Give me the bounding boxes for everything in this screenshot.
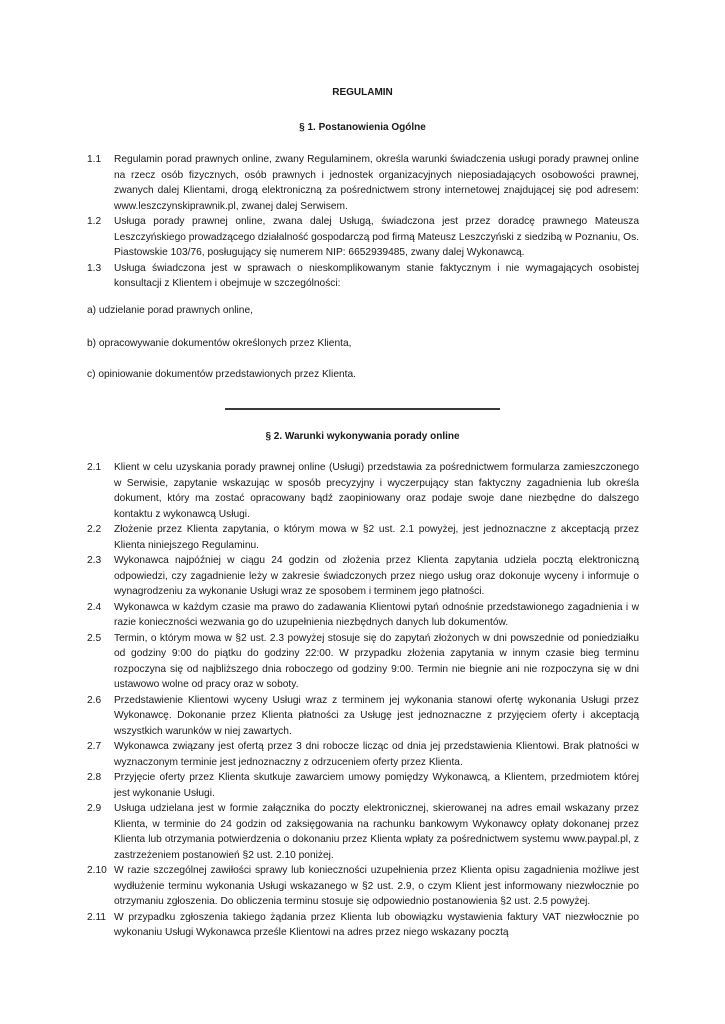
item-text: Przedstawienie Klientowi wyceny Usługi wraz z terminem jej wykonania stanowi ofertę wykonania Usługi przez Wykonawcę. Dokonanie przez Klienta płatności za Usługę jest jednoznaczne z przyjęciem oferty i akceptacją wszystkich warunków w niej zawartych.: [114, 694, 639, 737]
item-number: 2.11: [87, 911, 107, 923]
section-1-heading: § 1. Postanowienia Ogólne: [299, 122, 426, 133]
item-text: Złożenie przez Klienta zapytania, o którym mowa w §2 ust. 2.1 powyżej, jest jednoznaczne z akceptacją przez Klienta niniejszego Regulaminu.: [114, 524, 639, 551]
item-text: Usługa świadczona jest w sprawach o nieskomplikowanym stanie faktycznym i nie wymagających osobistej konsultacji z Klientem i obejmuje w szczególności:: [114, 262, 639, 289]
list-item: [87, 522, 639, 553]
list-item: [87, 910, 639, 941]
item-text: Klient w celu uzyskania porady prawnej online (Usługi) przedstawia za pośrednictwem formularza zamieszczonego w Serwisie, zapytanie wskazując w sposób precyzyjny i wyczerpujący stan faktyczny zagadnienia lub określa dokument, który ma zostać opracowany bądź zaopiniowany oraz podaje swoje dane niezbędne do dalszego kontaktu z wykonawcą Usługi.: [114, 462, 639, 520]
point-a: a) udzielanie porad prawnych online,: [87, 305, 253, 316]
list-item: [87, 770, 639, 801]
section-2-heading: § 2. Warunki wykonywania porady online: [265, 431, 460, 442]
item-number: 2.6: [87, 694, 102, 706]
item-text: W przypadku zgłoszenia takiego żądania przez Klienta lub obowiązku wystawienia faktury VAT niezwłocznie po wykonaniu Usługi Wykonawca prześle Klientowi na adres przez niego wskazany pocztą: [114, 911, 639, 938]
item-number: 2.2: [87, 524, 102, 535]
list-item: [87, 739, 639, 770]
item-text: Wykonawca w każdym czasie ma prawo do zadawania Klientowi pytań odnośnie przedstawionego zagadnienia i w razie konieczności wezwania go do uzupełnienia niezbędnych danych lub dokumentów.: [114, 601, 639, 628]
item-text: Przyjęcie oferty przez Klienta skutkuje zawarciem umowy pomiędzy Wykonawcą, a Klientem, przedmiotem której jest wykonanie Usługi.: [114, 772, 639, 799]
item-number: 2.1: [87, 462, 102, 473]
list-item: [87, 553, 639, 600]
item-text: Regulamin porad prawnych online, zwany Regulaminem, określa warunki świadczenia usługi porady prawnej online na rzecz osób fizycznych, osób prawnych i jednostek organizacyjnych nieposiadających osobowości prawnej, zwanych dalej Klientami, drogą elektroniczną za pośrednictwem strony internetowej znajdującej się pod adresem: www.leszczynskiprawnik.pl, zwanej dalej Serwisem.: [114, 154, 639, 212]
item-number: 2.4: [87, 601, 102, 613]
document-title: REGULAMIN: [332, 87, 393, 98]
list-item: [87, 801, 639, 863]
list-item: [87, 214, 639, 261]
item-text: W razie szczególnej zawiłości sprawy lub konieczności uzupełnienia przez Klienta opisu zagadnienia możliwe jest wydłużenie terminu wykonania Usługi wskazanego w §2 ust. 2.9, o czym Klient jest informowany niezwłocznie po otrzymaniu zgłoszenia. Do obliczenia terminu stosuje się odpowiednio postanowienia §2 ust. 2.5 powyżej.: [114, 865, 639, 907]
item-number: 2.3: [87, 555, 102, 566]
item-text: Usługa porady prawnej online, zwana dalej Usługą, świadczona jest przez doradcę prawnego Mateusza Leszczyńskiego prowadzącego działalność gospodarczą pod firmą Mateusz Leszczyński z siedzibą w Poznaniu, Os. Piastowskie 103/76, posługujący się numerem NIP: 6652939485, zwany dalej Wykonawcą.: [114, 216, 639, 258]
list-item: [87, 863, 639, 910]
list-item: [87, 152, 639, 214]
item-text: Wykonawca najpóźniej w ciągu 24 godzin od złożenia przez Klienta zapytania udziela pocztą elektroniczną odpowiedzi, czy zagadnienie leży w zakresie świadczonych przez niego usług oraz dokonuje wyceny i informuje o wynagrodzeniu za wykonanie Usługi wraz ze sposobem i terminem jego płatności.: [114, 555, 639, 597]
section-2-list: [87, 460, 639, 941]
item-number: 1.1: [87, 154, 102, 165]
point-c: c) opiniowanie dokumentów przedstawionych przez Klienta.: [87, 369, 356, 380]
point-b: b) opracowywanie dokumentów określonych przez Klienta,: [87, 338, 352, 349]
section-divider: [225, 408, 500, 410]
item-text: Wykonawca związany jest ofertą przez 3 dni robocze licząc od dnia jej przedstawienia Klientowi. Brak płatności w wyznaczonym terminie jest jednoznaczny z odrzuceniem oferty przez Klienta.: [114, 741, 639, 768]
item-number: 2.8: [87, 772, 102, 783]
item-text: Usługa udzielana jest w formie załącznika do poczty elektronicznej, skierowanej na adres email wskazany przez Klienta, w terminie do 24 godzin od zaksięgowania na rachunku bankowym Wykonawcy opłaty dokonanej przez Klienta lub otrzymania potwierdzenia o dokonaniu przez Klienta wpłaty za pośrednictwem systemu www.paypal.pl, z zastrzeżeniem postanowień §2 ust. 2.10 poniżej.: [114, 803, 639, 861]
list-item: [87, 631, 639, 693]
item-number: 2.9: [87, 803, 102, 814]
item-number: 2.7: [87, 741, 102, 752]
list-item: [87, 460, 639, 522]
item-number: 1.2: [87, 216, 102, 227]
item-text: Termin, o którym mowa w §2 ust. 2.3 powyżej stosuje się do zapytań złożonych w dni powszednie od poniedziałku od godziny 9:00 do piątku do godziny 22:00. W przypadku złożenia zapytania w innym czasie bieg terminu rozpoczyna się od najbliższego dnia roboczego od godziny 9:00. Termin nie biegnie ani nie rozpoczyna się w dni ustawowo wolne od pracy oraz w soboty.: [114, 632, 639, 690]
list-item: [87, 600, 639, 631]
item-number: 2.5: [87, 632, 102, 644]
section-1-list: [87, 152, 639, 292]
list-item: [87, 693, 639, 740]
list-item: [87, 261, 639, 292]
item-number: 2.10: [87, 865, 107, 876]
item-number: 1.3: [87, 262, 102, 274]
